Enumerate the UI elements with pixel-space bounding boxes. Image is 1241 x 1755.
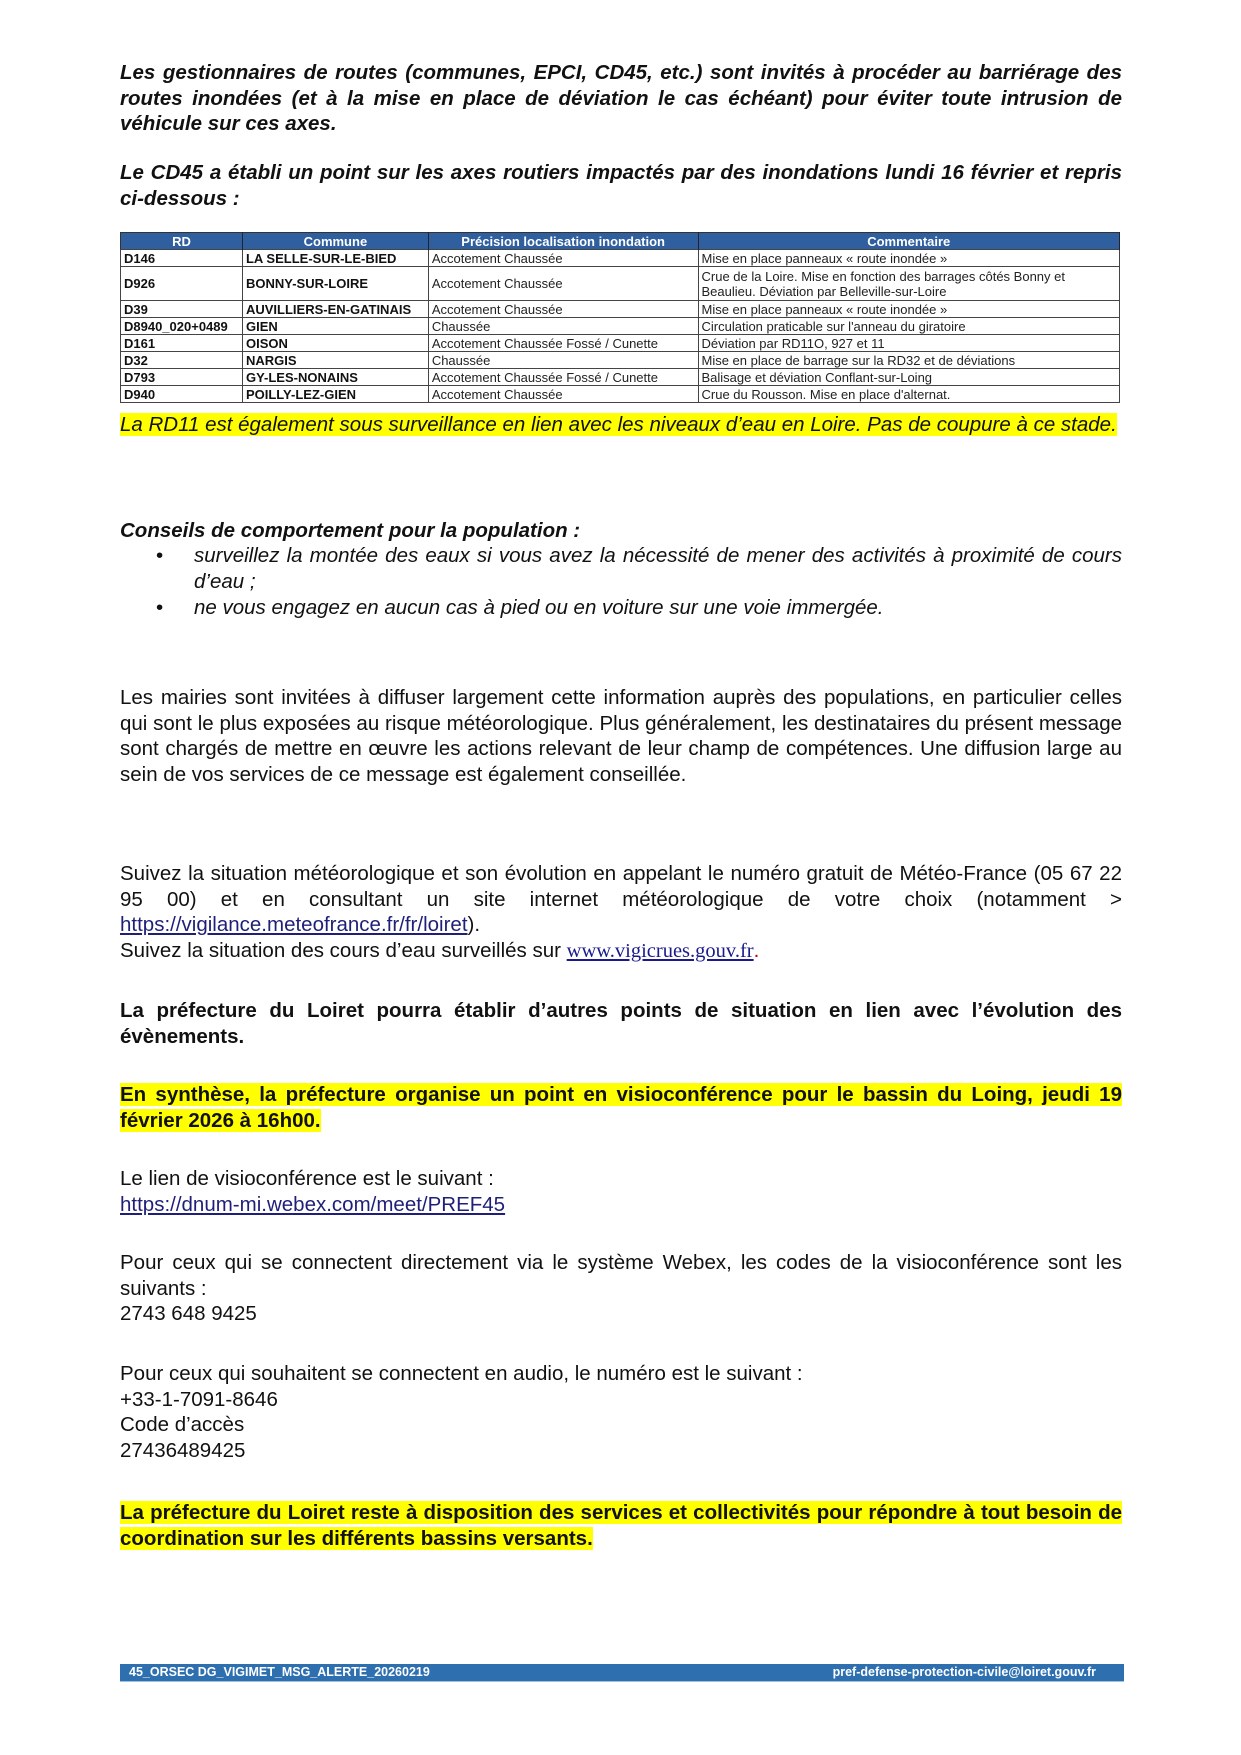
table-row xyxy=(121,318,1120,335)
list-item: • ne vous engagez en aucun cas à pied ou en voiture sur une voie immergée. xyxy=(156,596,884,619)
bullet-icon: • xyxy=(156,544,164,567)
cell-commentaire: Crue de la Loire. Mise en fonction des barrages côtés Bonny et Beaulieu. Déviation par Belleville-sur-Loire xyxy=(698,267,1120,301)
table-row xyxy=(121,386,1120,403)
webex-codes-paragraph: Pour ceux qui se connectent directement via le système Webex, les codes de la visioconférence sont les suivants : 2743 648 9425 xyxy=(120,1251,1122,1325)
cell-rd: D940 xyxy=(121,386,243,403)
table-row xyxy=(121,250,1120,267)
cell-commentaire: Balisage et déviation Conflant-sur-Loing xyxy=(698,369,1120,386)
table-row xyxy=(121,267,1120,301)
cell-precision: Accotement Chaussée xyxy=(428,250,698,267)
cell-commune: POILLY-LEZ-GIEN xyxy=(242,386,428,403)
closing-paragraph: La préfecture du Loiret reste à disposition des services et collectivités pour répondre à tout besoin de coordination sur les différents bassins versants. xyxy=(120,1501,1122,1550)
column-header-commune: Commune xyxy=(242,233,428,250)
vigicrues-link[interactable]: www.vigicrues.gouv.fr xyxy=(566,939,754,962)
rd11-surveillance-note: La RD11 est également sous surveillance en lien avec les niveaux d’eau en Loire. Pas de coupure à ce stade. xyxy=(120,413,1117,436)
document-footer xyxy=(120,1664,1124,1682)
meteofrance-link[interactable]: https://vigilance.meteofrance.fr/fr/loiret xyxy=(120,913,468,936)
table-row xyxy=(121,352,1120,369)
cell-commune: LA SELLE-SUR-LE-BIED xyxy=(242,250,428,267)
cell-precision: Chaussée xyxy=(428,352,698,369)
cell-commentaire: Déviation par RD11O, 927 et 11 xyxy=(698,335,1120,352)
cell-rd: D32 xyxy=(121,352,243,369)
cell-precision: Accotement Chaussée xyxy=(428,386,698,403)
cell-rd: D8940_020+0489 xyxy=(121,318,243,335)
table-row xyxy=(121,335,1120,352)
cell-rd: D161 xyxy=(121,335,243,352)
cell-commune: AUVILLIERS-EN-GATINAIS xyxy=(242,301,428,318)
cell-commune: GIEN xyxy=(242,318,428,335)
cell-precision: Accotement Chaussée Fossé / Cunette xyxy=(428,335,698,352)
intro-paragraph-barriérage: Les gestionnaires de routes (communes, EPCI, CD45, etc.) sont invités à procéder au barriérage des routes inondées (et à la mise en place de déviation le cas échéant) pour éviter toute intrusion de véhicule sur ces axes. xyxy=(120,61,1122,135)
cell-precision: Chaussée xyxy=(428,318,698,335)
road-flooding-table xyxy=(120,232,1120,403)
cell-commune: GY-LES-NONAINS xyxy=(242,369,428,386)
access-code-label: Code d’accès xyxy=(120,1413,245,1436)
cell-commentaire: Mise en place panneaux « route inondée » xyxy=(698,250,1120,267)
audio-paragraph: Pour ceux qui souhaitent se connectent en audio, le numéro est le suivant : +33-1-7091-8646 Code d’accès 27436489425 xyxy=(120,1362,803,1462)
cell-rd: D39 xyxy=(121,301,243,318)
webex-link[interactable]: https://dnum-mi.webex.com/meet/PREF45 xyxy=(120,1192,506,1216)
column-header-precision: Précision localisation inondation xyxy=(428,233,698,250)
intro-paragraph-cd45: Le CD45 a établi un point sur les axes routiers impactés par des inondations lundi 16 février et repris ci-dessous : xyxy=(120,161,1122,210)
cell-commune: NARGIS xyxy=(242,352,428,369)
cell-commentaire: Crue du Rousson. Mise en place d'alternat. xyxy=(698,386,1120,403)
synthese-paragraph: En synthèse, la préfecture organise un point en visioconférence pour le bassin du Loing, jeudi 19 février 2026 à 16h00. xyxy=(120,1083,1122,1132)
webex-code: 2743 648 9425 xyxy=(120,1302,257,1325)
cell-commune: BONNY-SUR-LOIRE xyxy=(242,267,428,301)
audio-number: +33-1-7091-8646 xyxy=(120,1387,278,1411)
cell-precision: Accotement Chaussée Fossé / Cunette xyxy=(428,369,698,386)
cell-rd: D146 xyxy=(121,250,243,267)
table-row xyxy=(121,369,1120,386)
cell-commune: OISON xyxy=(242,335,428,352)
list-item: • surveillez la montée des eaux si vous avez la nécessité de mener des activités à proximité de cours d’eau ; xyxy=(156,544,1122,593)
cell-precision: Accotement Chaussée xyxy=(428,301,698,318)
prefecture-points-paragraph: La préfecture du Loiret pourra établir d’autres points de situation en lien avec l’évolution des évènements. xyxy=(120,999,1122,1048)
cell-rd: D926 xyxy=(121,267,243,301)
access-code: 27436489425 xyxy=(120,1438,246,1462)
column-header-rd: RD xyxy=(121,233,243,250)
table-row xyxy=(121,301,1120,318)
table-header-row xyxy=(121,233,1120,250)
footer-email: pref-defense-protection-civile@loiret.gouv.fr xyxy=(832,1665,1096,1679)
meteo-paragraph: Suivez la situation météorologique et son évolution en appelant le numéro gratuit de Météo-France (05 67 22 95 00) et en consultant un site internet météorologique de votre choix (notamment > https://vigilance.meteofrance.fr/fr/loiret). Suivez la situation des cours d’eau surveillés sur www.vigicrues.gouv.fr. xyxy=(120,862,1122,962)
visio-link-paragraph: Le lien de visioconférence est le suivant : https://dnum-mi.webex.com/meet/PREF45 xyxy=(120,1167,506,1216)
conseils-list xyxy=(120,543,1122,621)
conseils-heading: Conseils de comportement pour la population : xyxy=(120,519,581,542)
cell-commentaire: Circulation praticable sur l'anneau du giratoire xyxy=(698,318,1120,335)
cell-rd: D793 xyxy=(121,369,243,386)
mairies-paragraph: Les mairies sont invitées à diffuser largement cette information auprès des populations, en particulier celles qui sont le plus exposées au risque météorologique. Plus généralement, les destinataires du présent message sont chargés de mettre en œuvre les actions relevant de leur champ de compétences. Une diffusion large au sein de vos services de ce message est également conseillée. xyxy=(120,686,1122,786)
cell-commentaire: Mise en place de barrage sur la RD32 et de déviations xyxy=(698,352,1120,369)
bullet-icon: • xyxy=(156,596,164,619)
cell-precision: Accotement Chaussée xyxy=(428,267,698,301)
column-header-commentaire: Commentaire xyxy=(698,233,1120,250)
footer-reference: 45_ORSEC DG_VIGIMET_MSG_ALERTE_20260219 xyxy=(129,1665,430,1679)
cell-commentaire: Mise en place panneaux « route inondée » xyxy=(698,301,1120,318)
